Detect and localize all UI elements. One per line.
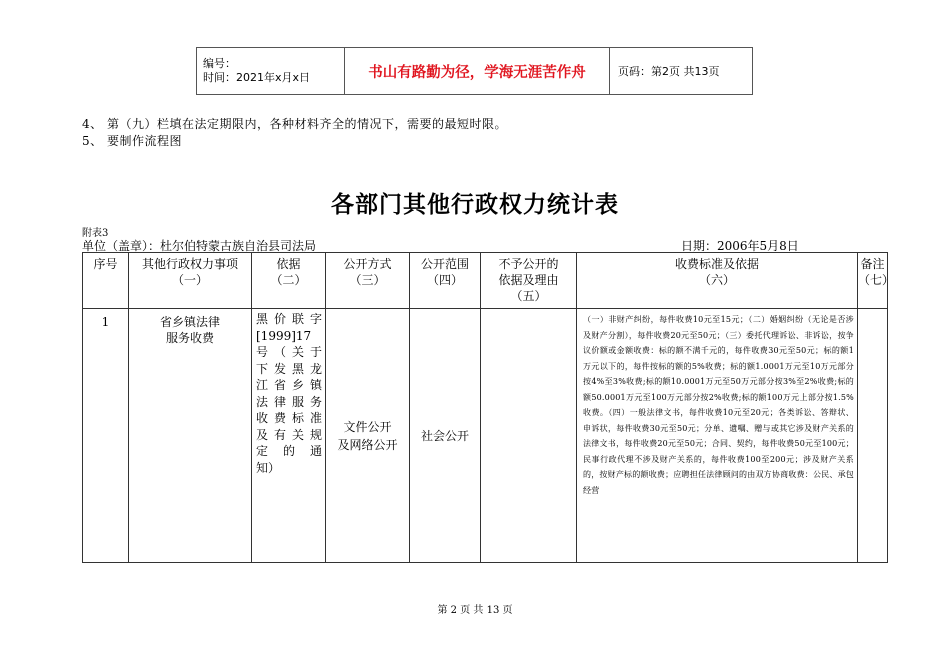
header-page-code: 页码：第2页 共13页 [610, 48, 753, 95]
number-label: 编号： [203, 57, 236, 70]
col-header-method: 公开方式 （三） [326, 253, 410, 309]
document-header [196, 47, 753, 95]
col-header-item: 其他行政权力事项 （一） [129, 253, 252, 309]
col-header-basis: 依据 （二） [252, 253, 326, 309]
cell-remark [858, 309, 888, 563]
page-title: 各部门其他行政权力统计表 [331, 192, 619, 218]
cell-seq: 1 [83, 309, 129, 563]
date-label: 日期：2006年5月8日 [681, 239, 799, 253]
time-label: 时间：2021年x月x日 [203, 71, 311, 84]
cell-method: 文件公开 及网络公开 [326, 309, 410, 563]
power-table [82, 252, 895, 563]
table-row [83, 309, 888, 563]
cell-item: 省乡镇法律 服务收费 [129, 309, 252, 563]
annex-label: 附表3 [82, 228, 109, 239]
header-meta [197, 48, 345, 95]
notes-list [82, 116, 507, 150]
cell-scope: 社会公开 [410, 309, 481, 563]
cell-nondisclose [481, 309, 577, 563]
table-header-row [83, 253, 888, 309]
note-item: 4、 第（九）栏填在法定期限内，各种材料齐全的情况下，需要的最短时限。 [82, 117, 507, 131]
cell-fee: （一）非财产纠纷，每件收费10元至15元；（二）婚姻纠纷（无论是否涉及财产分割），每件收费20元至50元；（三）委托代理诉讼、非诉讼，按争议价额或金额收费：标的额不满千元的，每件收费30元至50元；标的额1万元以下的，每件按标的额的5%收费；标的额1.0001万元至10万元部分按4%至3%收费;标的额10.0001万元至50万元部分按3%至2%收费;标的额50.0001万元至100万元部分按2%收费;标的额100万元上部分按1.5%收费。（四）一般法律文书，每件收费10元至20元；各类诉讼、答辩状、申诉状，每件收费30元至50元；分单、遗嘱、赠与或其它涉及财产关系的法律文书，每件收费20元至50元；合同、契约，每件收费50元至100元；民事行政代理不涉及财产关系的，每件收费100至200元；涉及财产关系的，按财产标的额收费；应聘担任法律顾问的由双方协商收费：公民、承包经营 [577, 309, 858, 563]
cell-basis: 黑价联字 [1999]17 号（关于 下发黑龙 江省乡镇 法律服务 收费标准 及有关规 定的通 知） [252, 309, 326, 563]
col-header-scope: 公开范围 （四） [410, 253, 481, 309]
note-item: 5、 要制作流程图 [82, 134, 182, 148]
col-header-remark: 备注 （七） [858, 253, 888, 309]
col-header-nondisclose: 不予公开的 依据及理由 （五） [481, 253, 577, 309]
page-footer: 第 2 页 共 13 页 [437, 605, 513, 616]
header-motto: 书山有路勤为径，学海无涯苦作舟 [345, 48, 610, 95]
col-header-seq: 序号 [83, 253, 129, 309]
col-header-fee: 收费标准及依据 （六） [577, 253, 858, 309]
unit-label: 单位（盖章）：杜尔伯特蒙古族自治县司法局 [82, 239, 317, 253]
